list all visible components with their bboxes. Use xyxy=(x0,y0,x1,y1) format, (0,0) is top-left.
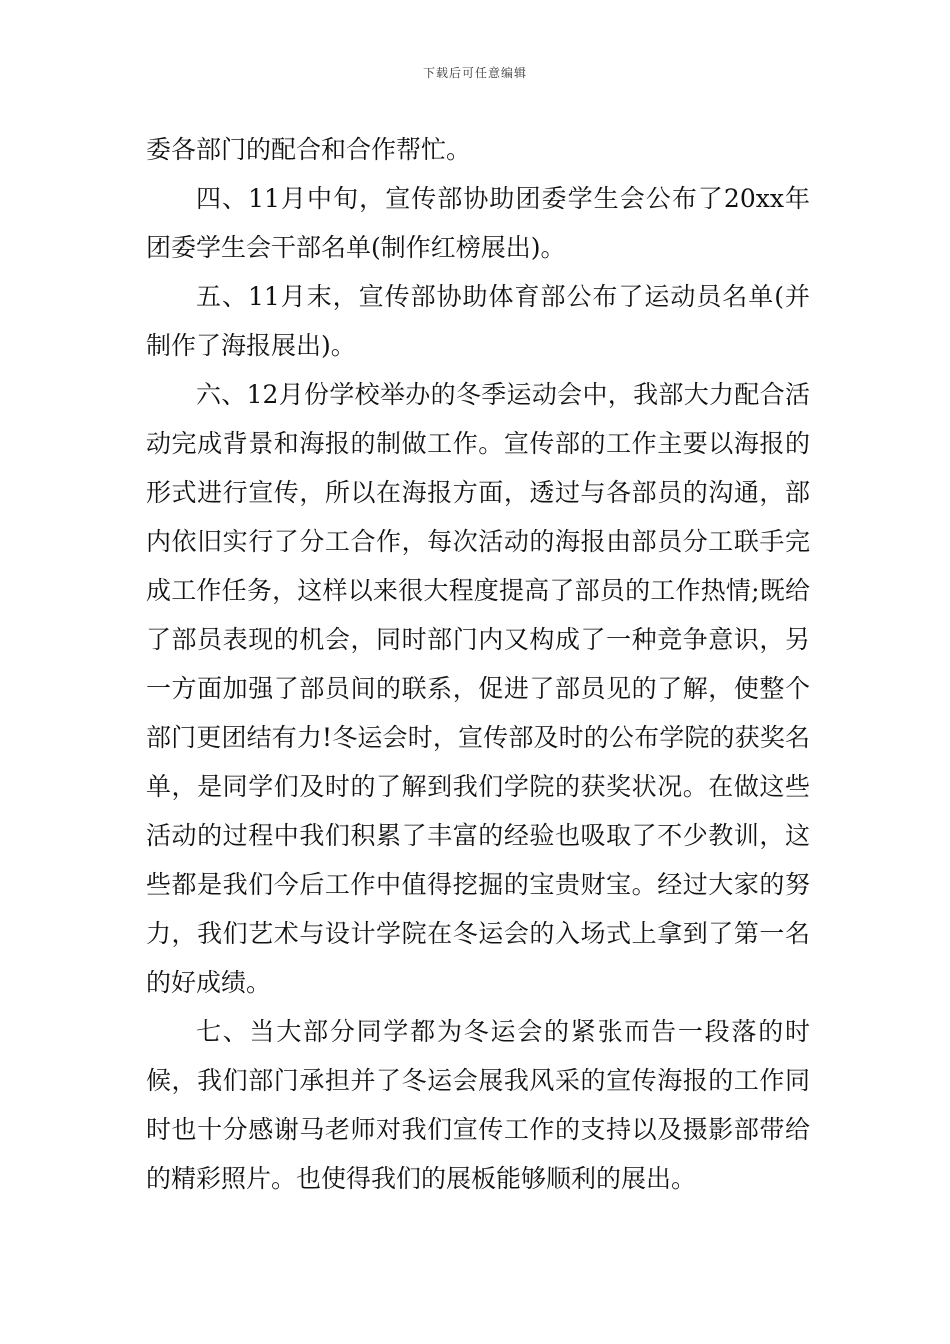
paragraph-item-six: 六、12月份学校举办的冬季运动会中，我部大力配合活动完成背景和海报的制做工作。宣传部的工作主要以海报的形式进行宣传，所以在海报方面，透过与各部员的沟通，部内依旧实行了分工合作，每次活动的海报由部员分工联手完成工作任务，这样以来很大程度提高了部员的工作热情;既给了部员表现的机会，同时部门内又构成了一种竞争意识，另一方面加强了部员间的联系，促进了部员见的了解，使整个部门更团结有力!冬运会时，宣传部及时的公布学院的获奖名单，是同学们及时的了解到我们学院的获奖状况。在做这些活动的过程中我们积累了丰富的经验也吸取了不少教训，这些都是我们今后工作中值得挖掘的宝贵财宝。经过大家的努力，我们艺术与设计学院在冬运会的入场式上拿到了第一名的好成绩。 xyxy=(146,380,810,997)
document-body xyxy=(146,125,810,1203)
paragraph-item-five: 五、11月末，宣传部协助体育部公布了运动员名单(并制作了海报展出)。 xyxy=(146,282,810,360)
paragraph-continuation: 委各部门的配合和合作帮忙。 xyxy=(146,135,472,164)
paragraph-item-four: 四、11月中旬，宣传部协助团委学生会公布了20xx年团委学生会干部名单(制作红榜展出)。 xyxy=(146,184,810,262)
page-header: 下载后可任意编辑 xyxy=(422,66,527,80)
paragraph-item-seven: 七、当大部分同学都为冬运会的紧张而告一段落的时候，我们部门承担并了冬运会展我风采的宣传海报的工作同时也十分感谢马老师对我们宣传工作的支持以及摄影部带给的精彩照片。也使得我们的展板能够顺利的展出。 xyxy=(146,1017,810,1193)
